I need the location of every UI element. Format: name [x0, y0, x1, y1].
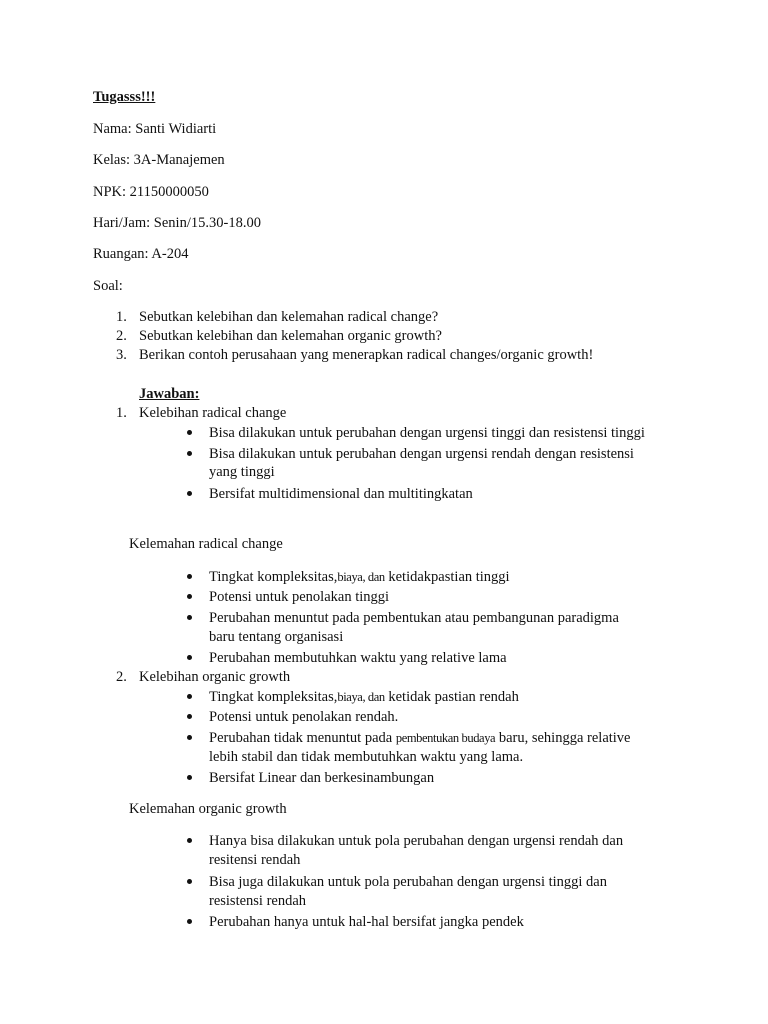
list-item: Bersifat Linear dan berkesinambungan [209, 770, 435, 786]
organic-growth-disadvantages-title: Kelemahan organic growth [129, 801, 287, 817]
list-item: Bersifat multidimensional dan multitingkatan [209, 486, 473, 502]
list-item: Potensi untuk penolakan rendah. [209, 709, 399, 725]
bullet-icon [187, 594, 192, 599]
answer-number: 2. [116, 669, 127, 685]
list-item: Tingkat kompleksitas,biaya, dan ketidak pastian rendah [209, 689, 519, 705]
list-item: Perubahan membutuhkan waktu yang relative lama [209, 650, 507, 666]
document-title: Tugasss!!! [93, 89, 156, 105]
bullet-icon [187, 879, 192, 884]
bullet-icon [187, 491, 192, 496]
bullet-icon [187, 735, 192, 740]
bullet-icon [187, 838, 192, 843]
list-item: Tingkat kompleksitas,biaya, dan ketidakpastian tinggi [209, 569, 510, 585]
bullet-icon [187, 694, 192, 699]
list-item-continued: lebih stabil dan tidak membutuhkan waktu yang lama. [209, 749, 524, 765]
list-item-continued: resistensi rendah [209, 893, 307, 909]
student-name: Nama: Santi Widiarti [93, 121, 217, 137]
list-item-continued: yang tinggi [209, 464, 275, 480]
room: Ruangan: A-204 [93, 246, 189, 262]
organic-growth-advantages-title: Kelebihan organic growth [139, 669, 291, 685]
student-npk: NPK: 21150000050 [93, 184, 209, 200]
question-number: 3. [116, 347, 127, 363]
question-number: 2. [116, 328, 127, 344]
bullet-icon [187, 451, 192, 456]
question-text: Sebutkan kelebihan dan kelemahan radical change? [139, 309, 439, 325]
question-text: Berikan contoh perusahaan yang menerapkan radical changes/organic growth! [139, 347, 594, 363]
question-text: Sebutkan kelebihan dan kelemahan organic growth? [139, 328, 442, 344]
list-item: Perubahan tidak menuntut pada pembentukan budaya baru, sehingga relative [209, 730, 631, 746]
list-item: Perubahan menuntut pada pembentukan atau pembangunan paradigma [209, 610, 619, 626]
list-item: Bisa dilakukan untuk perubahan dengan urgensi rendah dengan resistensi [209, 446, 634, 462]
list-item-continued: resitensi rendah [209, 852, 301, 868]
radical-change-disadvantages-title: Kelemahan radical change [129, 536, 283, 552]
schedule: Hari/Jam: Senin/15.30-18.00 [93, 215, 261, 231]
answers-heading: Jawaban: [139, 386, 200, 402]
bullet-icon [187, 615, 192, 620]
bullet-icon [187, 714, 192, 719]
answer-number: 1. [116, 405, 127, 421]
list-item-continued: baru tentang organisasi [209, 629, 344, 645]
bullet-icon [187, 655, 192, 660]
list-item: Potensi untuk penolakan tinggi [209, 589, 390, 605]
list-item: Perubahan hanya untuk hal-hal bersifat jangka pendek [209, 914, 524, 930]
list-item: Bisa dilakukan untuk perubahan dengan urgensi tinggi dan resistensi tinggi [209, 425, 645, 441]
bullet-icon [187, 919, 192, 924]
bullet-icon [187, 430, 192, 435]
list-item: Bisa juga dilakukan untuk pola perubahan dengan urgensi tinggi dan [209, 874, 607, 890]
bullet-icon [187, 775, 192, 780]
bullet-icon [187, 574, 192, 579]
list-item: Hanya bisa dilakukan untuk pola perubahan dengan urgensi rendah dan [209, 833, 624, 849]
question-number: 1. [116, 309, 127, 325]
questions-label: Soal: [93, 278, 123, 294]
radical-change-advantages-title: Kelebihan radical change [139, 405, 287, 421]
student-class: Kelas: 3A-Manajemen [93, 152, 225, 168]
